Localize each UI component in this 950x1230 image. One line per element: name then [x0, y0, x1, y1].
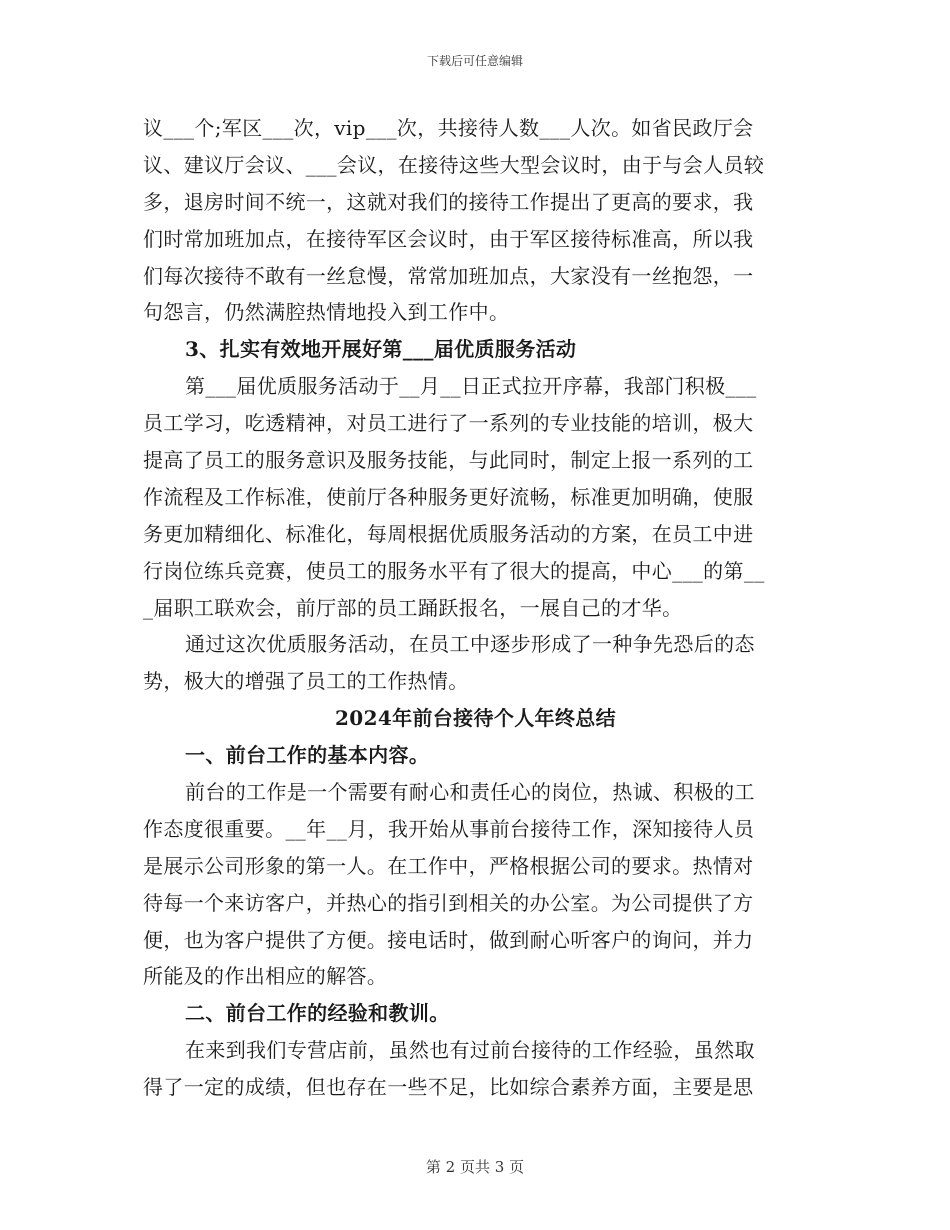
text-line: 们时常加班加点，在接待军区会议时，由于军区接待标准高，所以我: [143, 226, 754, 251]
text-line: 句怨言，仍然满腔热情地投入到工作中。: [143, 300, 510, 325]
section-heading: 3、扎实有效地开展好第___届优质服务活动: [185, 337, 577, 362]
section-heading: 二、前台工作的经验和教训。: [185, 1001, 450, 1026]
page-footer: 第 2 页共 3 页: [425, 1158, 525, 1176]
text-line: 作态度很重要。__年__月，我开始从事前台接待工作，深知接待人员: [143, 816, 755, 841]
text-line: 议、建议厅会议、___会议，在接待这些大型会议时，由于与会人员较: [143, 152, 765, 177]
text-line: 便，也为客户提供了方便。接电话时，做到耐心听客户的询问，并力: [143, 927, 754, 952]
text-line: 待每一个来访客户，并热心的指引到相关的办公室。为公司提供了方: [143, 890, 754, 915]
text-line: 得了一定的成绩，但也存在一些不足，比如综合素养方面，主要是思: [143, 1075, 754, 1100]
page-header: 下载后可任意编辑: [426, 54, 523, 68]
text-line: 多，退房时间不统一，这就对我们的接待工作提出了更高的要求，我: [143, 189, 754, 214]
document-body: [143, 110, 808, 1106]
text-line: 们每次接待不敢有一丝怠慢，常常加班加点，大家没有一丝抱怨，一: [143, 263, 754, 288]
text-line: 第___届优质服务活动于__月__日正式拉开序幕，我部门积极___: [185, 374, 757, 399]
text-line: 员工学习，吃透精神，对员工进行了一系列的专业技能的培训，极大: [143, 411, 754, 436]
text-line: 是展示公司形象的第一人。在工作中，严格根据公司的要求。热情对: [143, 853, 754, 878]
text-line: 行岗位练兵竞赛，使员工的服务水平有了很大的提高，中心___的第__: [143, 558, 765, 583]
section-heading: 一、前台工作的基本内容。: [185, 743, 430, 768]
text-line: 务更加精细化、标准化，每周根据优质服务活动的方案，在员工中进: [143, 521, 754, 546]
text-line: 在来到我们专营店前，虽然也有过前台接待的工作经验，虽然取: [185, 1038, 755, 1063]
text-line: 提高了员工的服务意识及服务技能，与此同时，制定上报一系列的工: [143, 448, 754, 473]
section-heading: 2024年前台接待个人年终总结: [335, 706, 616, 731]
text-line: 议___个;军区___次，vip___次，共接待人数___人次。如省民政厅会: [143, 116, 754, 140]
text-line: 作流程及工作标准，使前厅各种服务更好流畅，标准更加明确，使服: [143, 484, 754, 509]
text-line: _届职工联欢会，前厅部的员工踊跃报名，一展自己的才华。: [143, 595, 683, 620]
text-line: 所能及的作出相应的解答。: [143, 964, 388, 989]
text-line: 通过这次优质服务活动，在员工中逐步形成了一种争先恐后的态: [185, 632, 755, 657]
text-line: 前台的工作是一个需要有耐心和责任心的岗位，热诚、积极的工: [185, 780, 755, 805]
text-line: 势，极大的增强了员工的工作热情。: [143, 669, 469, 694]
